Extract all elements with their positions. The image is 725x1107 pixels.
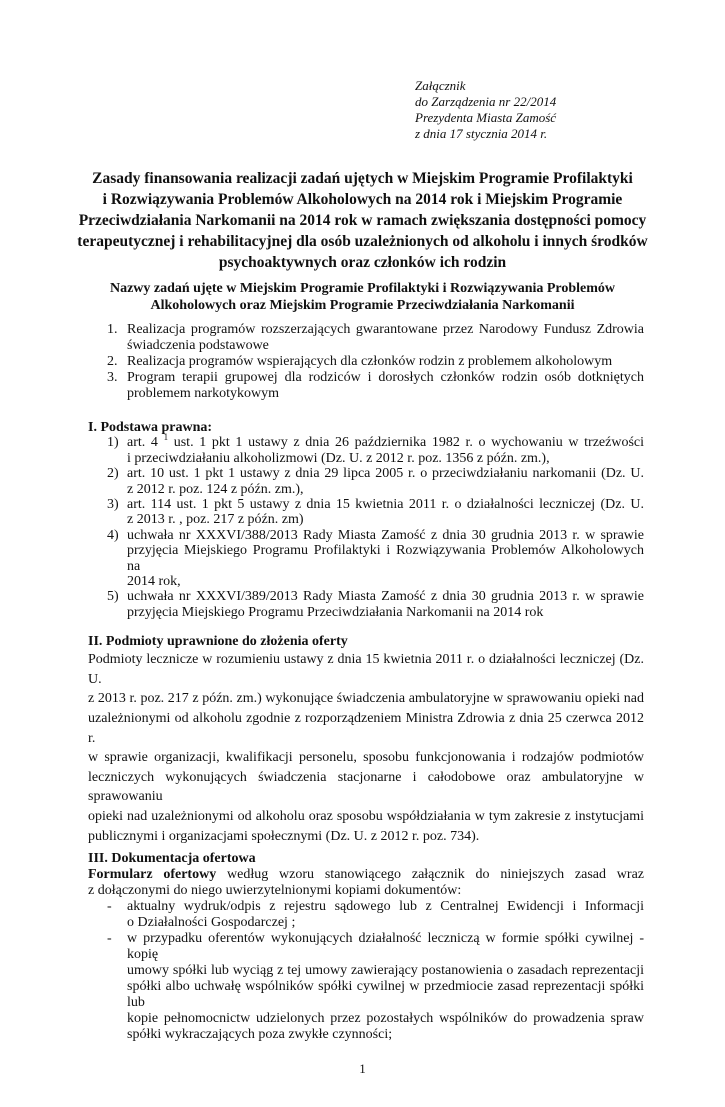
intro-line: z dołączonymi do niego uwierzytelnionymi kopiami dokumentów: [88,883,462,899]
list-marker: - [107,899,112,915]
text-line: art. 114 ust. 1 pkt 5 ustawy z dnia 15 kwietnia 2011 r. o działalności leczniczej (Dz. U. [127,497,644,513]
text-line: art. 10 ust. 1 pkt 1 ustawy z dnia 29 lipca 2005 r. o przeciwdziałaniu narkomanii (Dz. U. [127,466,644,482]
text-line: Przeciwdziałania Narkomanii na 2014 rok w ramach zwiększania dostępności pomocy [78,212,647,229]
list-item [88,370,644,402]
section-heading: I. Podstawa prawna: [88,420,213,435]
text-line: Realizacja programów rozszerzających gwarantowane przez Narodowy Fundusz Zdrowia [127,322,644,337]
section-offer-documentation [88,851,644,1043]
section-legal-basis [88,420,644,620]
text-line: i Rozwiązywania Problemów Alkoholowych na 2014 rok i Miejskim Programie [102,191,623,208]
task-list [88,322,644,402]
text-line: Nazwy zadań ujęte w Miejskim Programie Profilaktyki i Rozwiązywania Problemów [109,281,616,296]
list-marker: 2) [107,466,119,482]
text-line: opieki nad uzależnionymi od alkoholu oraz sposobu współdziałania w tym zakresie z instytucjami [88,809,644,825]
list-item [88,322,644,354]
text-line: Realizacja programów wspierających dla członków rodzin z problemem alkoholowym [127,354,613,369]
page-number: 1 [359,1061,366,1077]
superscript: 1 [163,432,169,443]
text-line: kopie pełnomocnictw udzielonych przez pozostałych wspólników do prowadzenia spraw [127,1011,644,1027]
text-line: psychoaktywnych oraz członków ich rodzin [218,254,507,271]
list-item [88,931,644,1043]
text-line: Podmioty lecznicze w rozumieniu ustawy z dnia 15 kwietnia 2011 r. o działalności leczniczej (Dz. U. [88,652,644,687]
text-line: spółki albo uchwałę wspólników spółki cywilnej w przedmiocie zasad reprezentacji spółki lub [127,979,644,1011]
text-line: z 2013 r. poz. 217 z późn. zm.) wykonujące świadczenia ambulatoryjne w sprawowaniu opieki nad [88,691,644,707]
text-line: w sprawie organizacji, kwalifikacji personelu, sposobu funkcjonowania i rodzajów podmiotów [88,750,644,766]
section-heading: II. Podmioty uprawnione do złożenia oferty [88,634,348,650]
text-line: Załącznik [415,78,466,93]
list-item [88,354,644,370]
document-title [30,168,695,273]
text-line: spółki wykraczających poza zwykłe czynności; [127,1027,393,1043]
text-line: i przeciwdziałaniu alkoholizmowi (Dz. U. z 2012 r. poz. 1356 z późn. zm.), [127,450,550,466]
list-marker: 4) [107,527,119,543]
article-ref: art. 4 [127,435,158,451]
text-line: terapeutycznej i rehabilitacyjnej dla osób uzależnionych od alkoholu i innych środków [77,233,648,250]
article-text: ust. 1 pkt 1 ustawy z dnia 26 października 1982 r. o wychowaniu w trzeźwości [168,435,644,451]
form-label: Formularz ofertowy [88,867,217,883]
text-line: uchwała nr XXXVI/388/2013 Rady Miasta Zamość z dnia 30 grudnia 2013 r. w sprawie [127,527,644,543]
text-line: przyjęcia Miejskiego Programu Profilaktyki i Rozwiązywania Problemów Alkoholowych na [127,543,644,574]
list-marker: 1) [107,435,119,451]
list-item [88,466,644,497]
list-marker: 1. [107,322,118,337]
text-line: 2014 rok, [127,574,181,590]
text-line: do Zarządzenia nr 22/2014 [415,94,557,109]
text-line: świadczenia podstawowe [127,338,269,353]
text-line: Program terapii grupowej dla rodziców i dorosłych członków rodzin osób dotkniętych [127,370,644,385]
text-line: Zasady finansowania realizacji zadań ujętych w Miejskim Programie Profilaktyki [92,170,633,187]
text-line: z dnia 17 stycznia 2014 r. [415,126,548,141]
text-line: aktualny wydruk/odpis z rejestru sądowego lub z Centralnej Ewidencji i Informacji [127,899,644,915]
list-item [88,497,644,528]
section-heading: III. Dokumentacja ofertowa [88,851,256,867]
text-line: umowy spółki lub wyciąg z tej umowy zawierający postanowienia o zasadach reprezentacji [127,963,644,979]
list-item [88,589,644,620]
text-line: Alkoholowych oraz Miejskim Programie Przeciwdziałania Narkomanii [150,298,575,313]
text-line: uzależnionymi od alkoholu zgodnie z rozporządzeniem Ministra Zdrowia z dnia 25 czerwca 2012 r. [88,711,644,746]
annex-header [415,78,725,142]
text-line: o Działalności Gospodarczej ; [127,915,296,931]
section-eligible-entities [88,634,644,846]
text-line: z 2013 r. , poz. 217 z późn. zm) [127,512,304,528]
intro-line [88,867,644,883]
text-line: z 2012 r. poz. 124 z późn. zm.), [127,481,304,497]
text-line: uchwała nr XXXVI/389/2013 Rady Miasta Zamość z dnia 30 grudnia 2013 r. w sprawie [127,589,644,605]
document-subtitle [30,280,695,314]
intro-text: według wzoru stanowiącego załącznik do niniejszych zasad wraz [216,867,644,883]
text-line: Prezydenta Miasta Zamość [415,110,557,125]
list-marker: 5) [107,589,119,605]
list-item [88,528,644,590]
text-line: przyjęcia Miejskiego Programu Przeciwdziałania Narkomanii na 2014 rok [127,604,544,620]
list-marker: 3. [107,370,118,385]
list-item [88,432,644,466]
list-marker: 2. [107,354,118,369]
text-line: w przypadku oferentów wykonujących działalność leczniczą w formie spółki cywilnej - kopię [127,931,644,963]
text-line: problemem narkotykowym [127,386,280,401]
list-marker: 3) [107,497,119,513]
text-line [127,432,644,451]
list-item [88,899,644,931]
text-line: leczniczych wykonujących świadczenia stacjonarne i całodobowe oraz ambulatoryjne w sprawowaniu [88,769,644,805]
list-marker: - [107,931,112,947]
text-line: publicznymi i organizacjami społecznymi (Dz. U. z 2012 r. poz. 734). [88,828,480,844]
